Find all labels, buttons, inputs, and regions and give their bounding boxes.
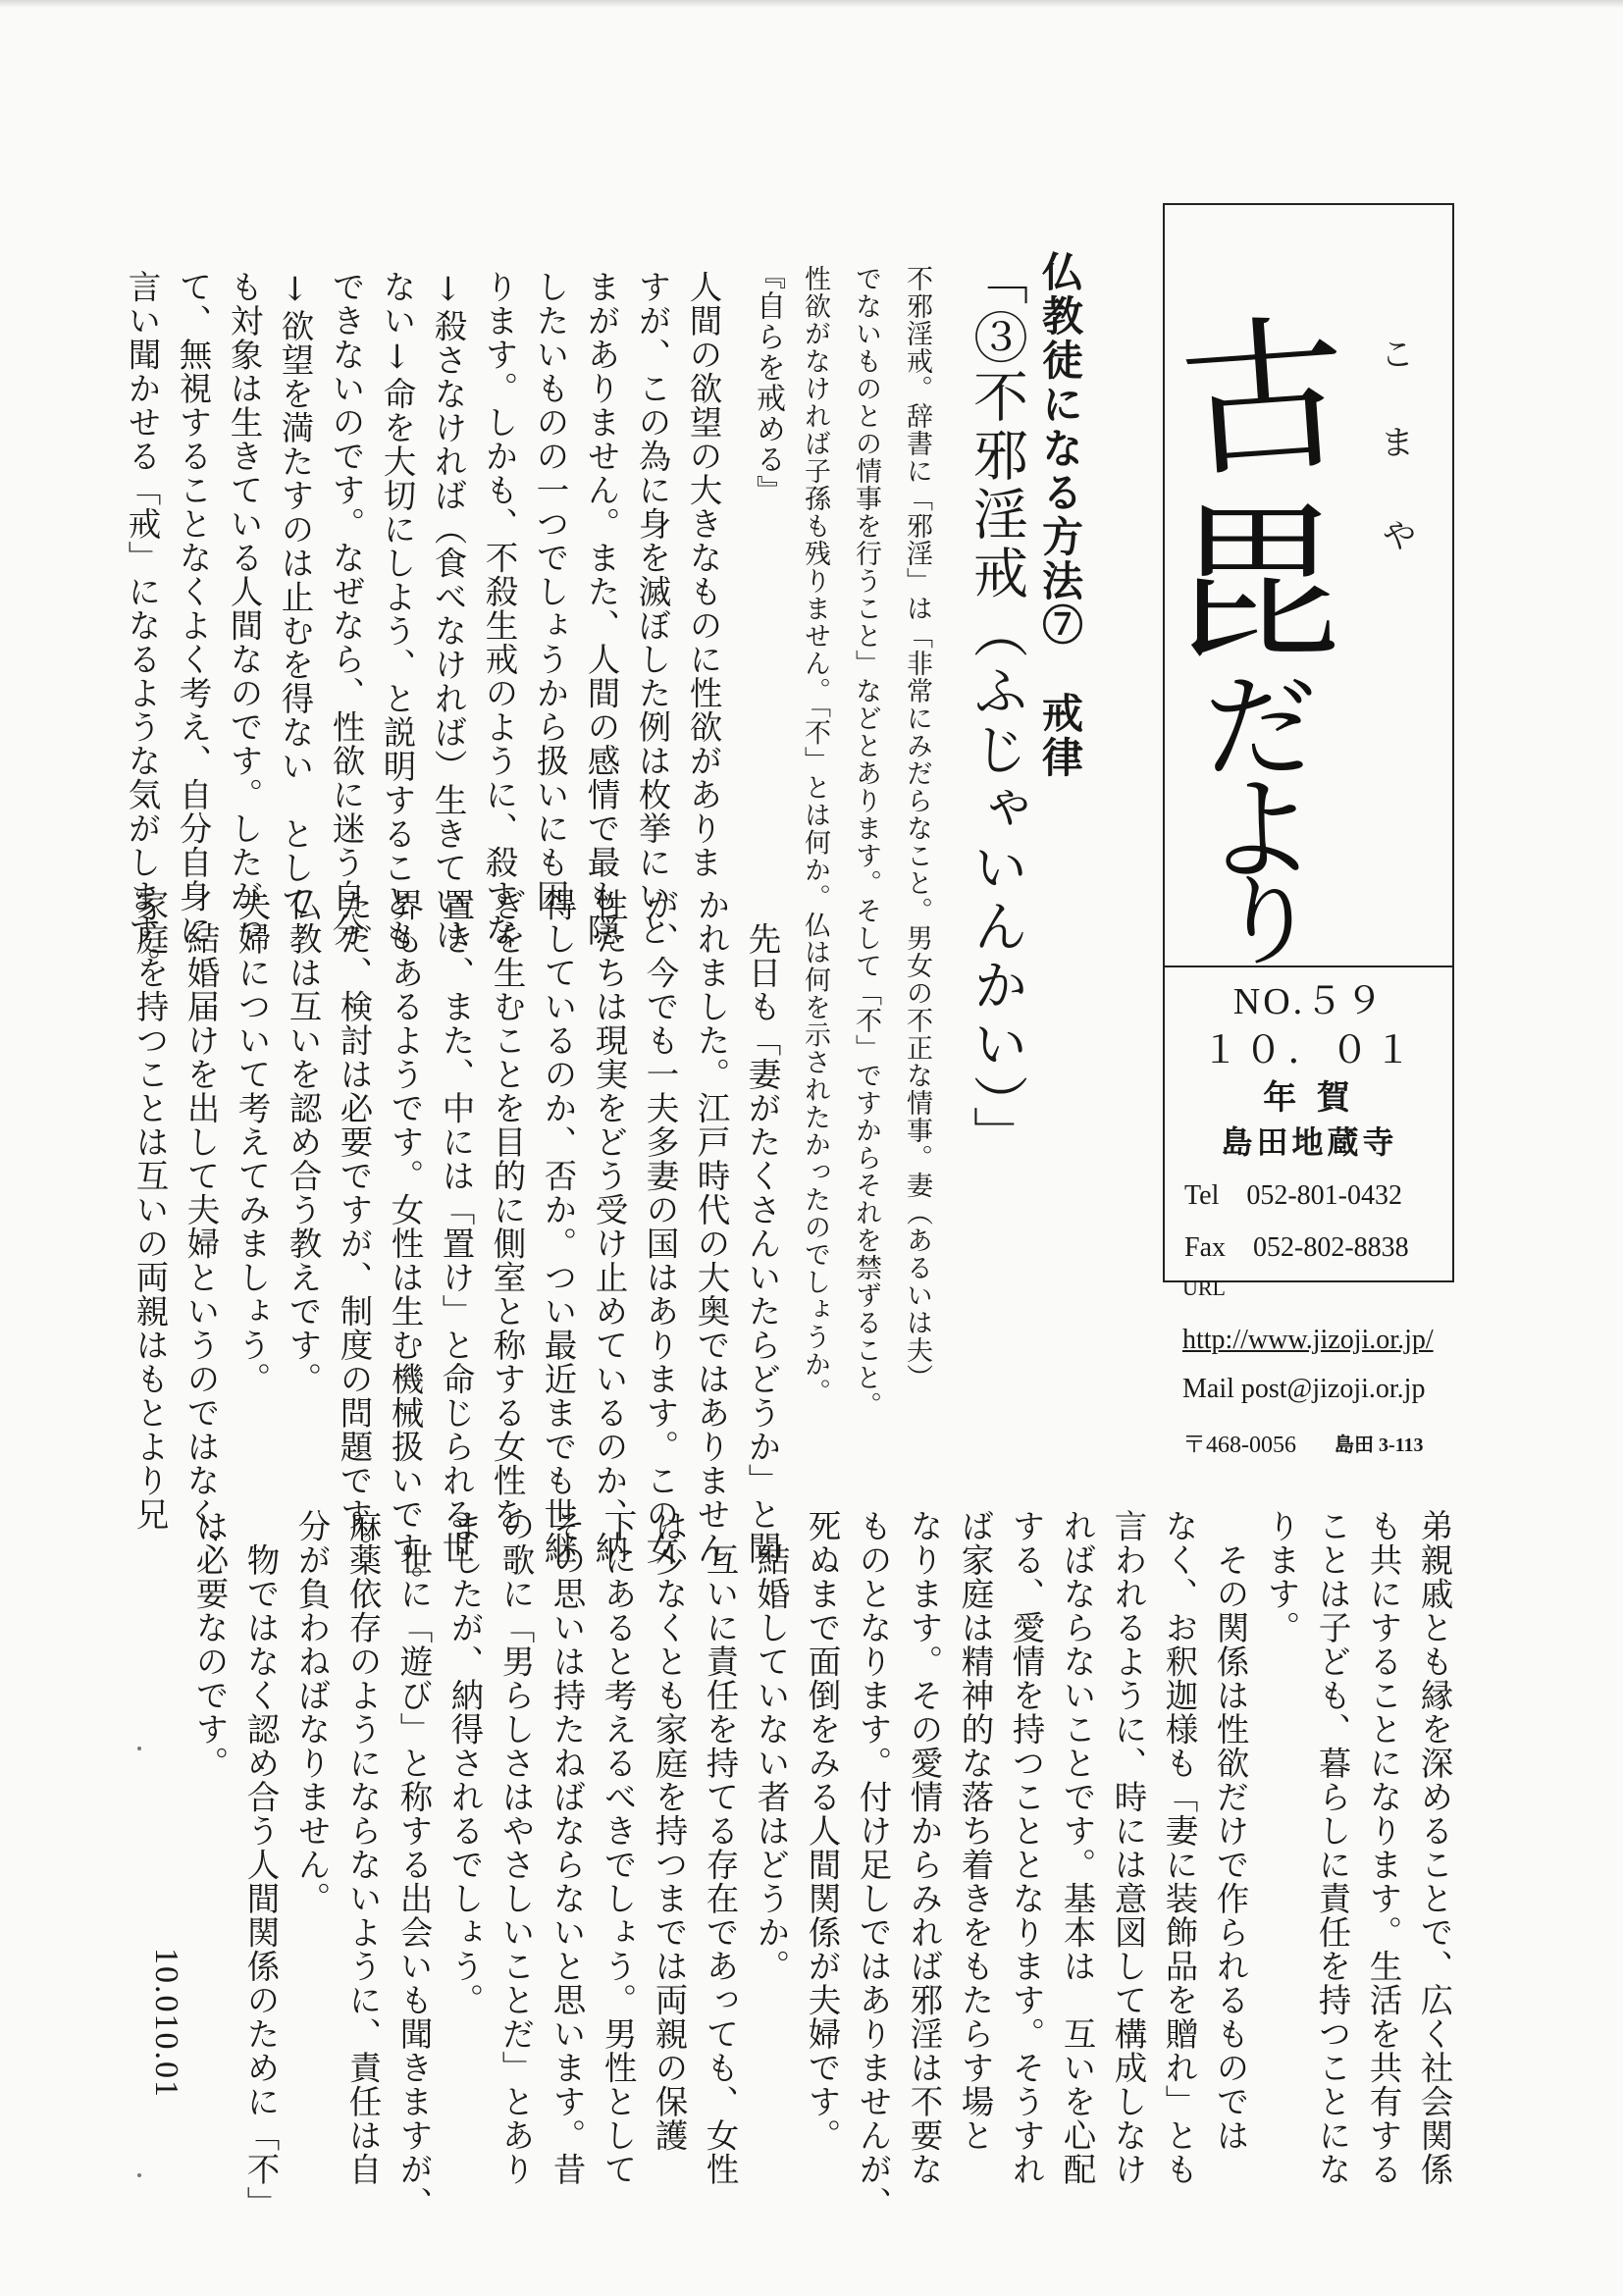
body-line: ものとなります。付け足しではありませんが、 bbox=[854, 1509, 892, 2220]
main-title: 「③不邪淫戒（ふじゃいんかい）」 bbox=[965, 250, 1028, 1165]
body-line: は少なくとも家庭を持つまでは両親の保護 bbox=[650, 1509, 688, 2153]
body-line: 言われるように、時には意図して構成しなけ bbox=[1109, 1509, 1147, 2186]
body-line: かれました。江戸時代の大奥ではありません bbox=[692, 888, 730, 1565]
masthead-box bbox=[1163, 203, 1454, 1282]
scan-dot bbox=[137, 2173, 141, 2177]
body-line: ります。 bbox=[1262, 1509, 1300, 1644]
scan-dot bbox=[137, 1747, 141, 1750]
body-line: 世に「遊び」と称する出会いも聞きますが、 bbox=[394, 1509, 433, 2220]
intro-line: 性欲がなければ子孫も残りません。「不」とは何か。仏は何を示されたかったのでしょうか。 bbox=[800, 265, 830, 1406]
body-line: 性たちは現実をどう受け止めているのか、納 bbox=[590, 888, 628, 1565]
body-line: 結婚していない者はどうか。 bbox=[752, 1509, 790, 1983]
body-line: まがありません。また、人間の感情で最も隠 bbox=[582, 270, 620, 947]
tel-number: Tel 052-801-0432 bbox=[1184, 1180, 1403, 1211]
footer-date: 10.010.01 bbox=[148, 1948, 184, 2099]
mail-address: Mail post@jizoji.or.jp bbox=[1182, 1374, 1426, 1404]
body-line: 分が負わねばなりません。 bbox=[292, 1509, 331, 1915]
body-line: ない↓命を大切にしよう、と説明することも bbox=[378, 270, 416, 953]
body-line: て、無視することなくよく考え、自分自身に bbox=[174, 270, 212, 947]
masthead-divider bbox=[1165, 965, 1452, 967]
website-link[interactable]: http://www.jizoji.or.jp/ bbox=[1182, 1325, 1434, 1355]
body-line: 夫婦について考えてみましょう。 bbox=[233, 888, 271, 1396]
body-line: なく、お釈迦様も「妻に装飾品を贈れ」とも bbox=[1160, 1509, 1198, 2186]
issue-date: １０．０１ bbox=[1201, 1030, 1418, 1071]
masthead-title-char-3: だ bbox=[1204, 662, 1318, 794]
body-line: その関係は性欲だけで作られるものでは bbox=[1211, 1509, 1249, 2153]
masthead-title-char-4: よ bbox=[1204, 765, 1318, 897]
masthead-ruby-2: ま bbox=[1381, 424, 1414, 463]
body-line: 麻薬依存のようにならないように、責任は自 bbox=[343, 1509, 382, 2186]
url-label: URL bbox=[1182, 1276, 1226, 1300]
body-line: 死ぬまで面倒をみる人間関係が夫婦です。 bbox=[803, 1509, 841, 2153]
body-line: ことは子ども、暮らしに責任を持つことにな bbox=[1313, 1509, 1351, 2186]
intro-line: でないものとの情事を行うこと」などとあります。そして「不」ですからそれを禁ずること。 bbox=[851, 265, 881, 1419]
masthead-ruby-1: こ bbox=[1381, 336, 1414, 375]
masthead-title-char-2: 毘 bbox=[1175, 489, 1342, 683]
body-line: ば家庭は精神的な落ち着きをもたらす場と bbox=[956, 1509, 994, 2153]
body-line: は必要なのです。 bbox=[190, 1509, 229, 1780]
body-line: の歌に「男らしさはやさしいことだ」とあり bbox=[497, 1509, 535, 2186]
body-line: 下にあると考えるべきでしょう。男性として bbox=[599, 1509, 637, 2186]
body-line: する、愛情を持つこととなります。そうすれ bbox=[1007, 1509, 1045, 2186]
body-line: できないのです。なぜなら、性欲に迷う自分 bbox=[327, 270, 365, 947]
address-local: 島田 3-113 bbox=[1335, 1435, 1424, 1456]
scan-edge bbox=[0, 0, 1623, 8]
body-line: 人間の欲望の大きなものに性欲がありま bbox=[684, 270, 722, 879]
intro-line: 不邪淫戒。辞書に「邪淫」は「非常にみだらなこと。男女の不正な情事。妻（あるいは夫） bbox=[902, 265, 932, 1391]
masthead-title-char-1: 古 bbox=[1174, 296, 1354, 502]
body-line: ただ、検討は必要ですが、制度の問題です。 bbox=[335, 888, 373, 1565]
body-line: ↓欲望を満たすのは止むを得ない として bbox=[276, 270, 314, 918]
body-line: その思いは持たねばならないと思います。昔 bbox=[548, 1509, 586, 2186]
fax-number: Fax 052-802-8838 bbox=[1184, 1232, 1409, 1263]
issue-season: 年 賀 bbox=[1263, 1080, 1356, 1117]
body-line: 界もあるようです。女性は生む機械扱いです。 bbox=[386, 888, 424, 1599]
body-line: ります。しかも、不殺生戒のように、殺すな bbox=[480, 270, 518, 947]
issue-number: NO.５９ bbox=[1232, 981, 1387, 1022]
body-line: したいものの一つでしょうから扱いにも困 bbox=[531, 270, 569, 913]
body-line: 得しているのか、否か。つい最近までも世継 bbox=[539, 888, 577, 1565]
series-title: 仏教徒になる方法⑦ 戒律 bbox=[1036, 250, 1084, 780]
body-line: なります。その愛情からみれば邪淫は不要な bbox=[905, 1509, 943, 2186]
body-line: ↓殺さなければ（食べなければ）生きていけ bbox=[429, 270, 467, 953]
section-heading: 『自らを戒める』 bbox=[751, 260, 785, 506]
masthead-title-char-5: り bbox=[1219, 864, 1317, 979]
body-line: 置き、また、中には「置け」と命じられる世 bbox=[437, 888, 475, 1565]
body-line: が、今でも一夫多妻の国はあります。この女 bbox=[641, 888, 679, 1565]
body-line: も共にすることになります。生活を共有する bbox=[1364, 1509, 1402, 2186]
body-line: ればならないことです。基本は 互いを心配 bbox=[1058, 1509, 1096, 2186]
body-line: 互いに責任を持てる存在であっても、女性 bbox=[701, 1509, 739, 2186]
body-line: 先日も「妻がたくさんいたらどうか」と聞 bbox=[743, 888, 781, 1565]
body-line: すが、この為に身を滅ぼした例は枚挙にいと bbox=[633, 270, 671, 947]
body-line: 言い聞かせる「戒」になるような気がします。 bbox=[123, 270, 161, 981]
body-line: 結婚届けを出して夫婦というのではなく、 bbox=[182, 888, 220, 1565]
body-line: 家庭を持つことは互いの両親はもとより兄 bbox=[131, 888, 169, 1532]
body-line: 物ではなく認め合う人間関係のために「不」 bbox=[241, 1509, 280, 2220]
masthead-ruby-3: や bbox=[1383, 517, 1416, 556]
body-line: ぎを生むことを目的に側室と称する女性を bbox=[488, 888, 526, 1532]
postal-code: 〒468-0056 bbox=[1182, 1433, 1296, 1458]
body-line: 弟親戚とも縁を深めることで、広く社会関係 bbox=[1415, 1509, 1453, 2186]
body-line: も対象は生きている人間なのです。したがっ bbox=[225, 270, 263, 947]
body-line: ましたが、納得されるでしょう。 bbox=[445, 1509, 484, 2017]
body-line: 仏教は互いを認め合う教えです。 bbox=[284, 888, 322, 1396]
temple-name: 島田地蔵寺 bbox=[1221, 1124, 1398, 1160]
